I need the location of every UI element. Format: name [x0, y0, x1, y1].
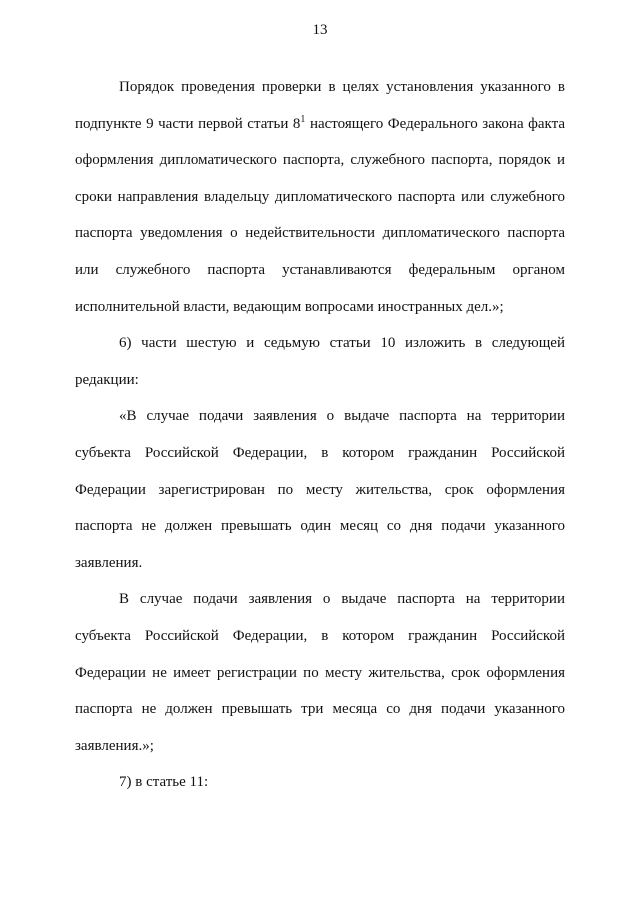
paragraph-registered-residence: «В случае подачи заявления о выдаче паспорта на территории субъекта Российской Федерации, в котором гражданин Российской Федерации зарегистрирован по месту жительства, срок оформления паспорта не должен превышать один месяц со дня подачи указанного заявления.	[75, 408, 565, 571]
paragraph-verification-procedure	[75, 69, 565, 325]
paragraph-text-end: настоящего Федерального закона факта оформления дипломатического паспорта, служебного паспорта, порядок и сроки направления владельцу дипломатического паспорта или служебного паспорта уведомления о недействительности дипломатического паспорта или служебного паспорта устанавливаются федеральным органом исполнительной власти, ведающим вопросами иностранных дел.»;	[75, 115, 565, 315]
paragraph-no-registration: В случае подачи заявления о выдаче паспорта на территории субъекта Российской Федерации, в котором гражданин Российской Федерации не имеет регистрации по месту жительства, срок оформления паспорта не должен превышать три месяца со дня подачи указанного заявления.»;	[75, 591, 565, 754]
paragraph-item-6: 6) части шестую и седьмую статьи 10 изложить в следующей редакции:	[75, 335, 565, 388]
paragraph-item-7: 7) в статье 11:	[119, 774, 209, 791]
document-body	[75, 69, 565, 801]
page-number: 13	[312, 22, 328, 38]
paragraph-text-start: Порядок проведения проверки в целях установления указанного в подпункте 9 части первой статьи 8	[75, 79, 565, 132]
superscript-index: 1	[300, 113, 306, 125]
